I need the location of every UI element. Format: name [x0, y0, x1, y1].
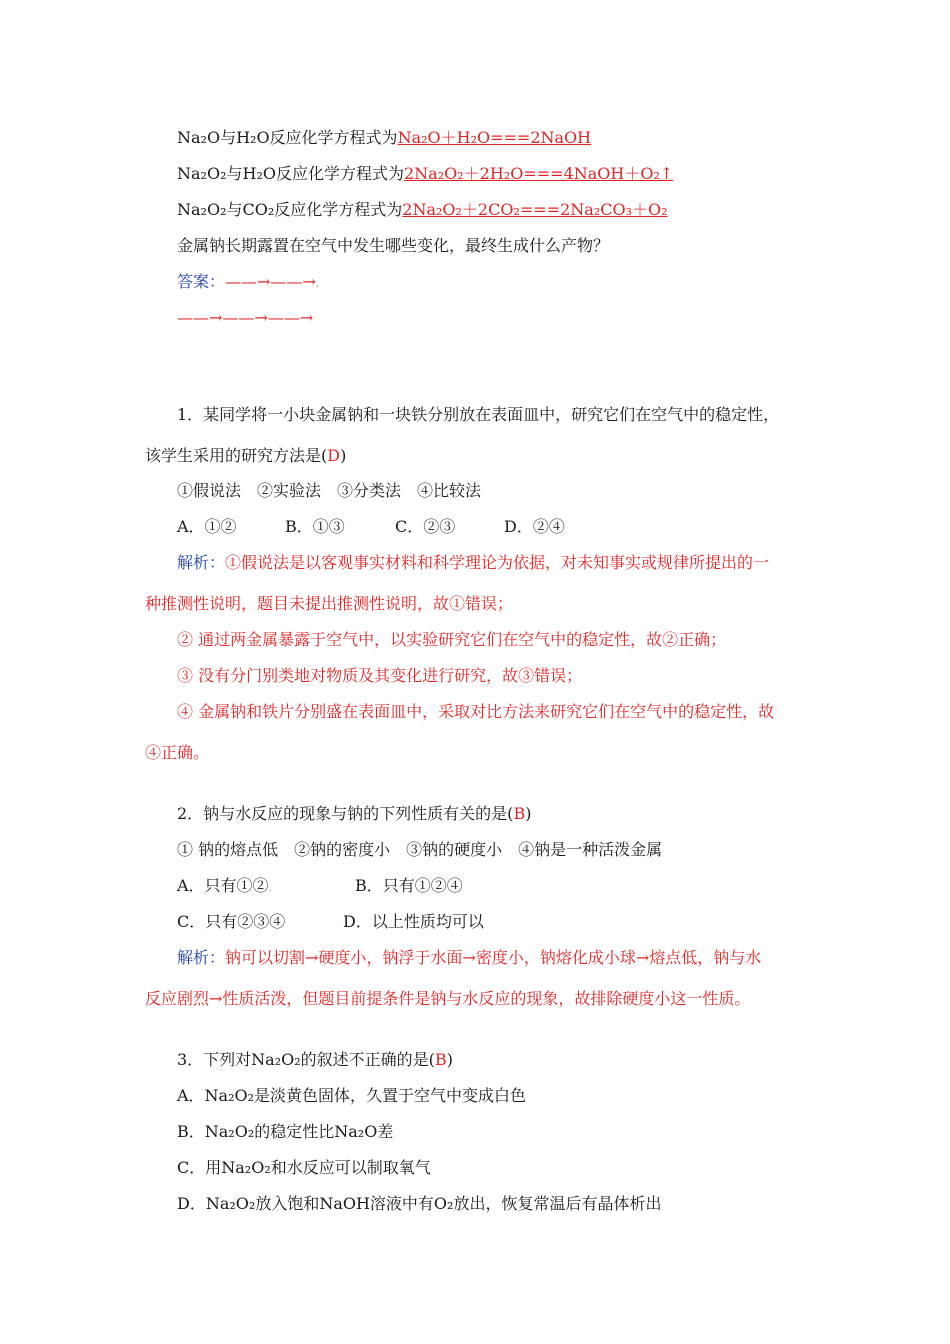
q1-stem-text: 该学生采用的研究方法是(: [145, 446, 328, 465]
q1-analysis-line-3: ② 通过两金属暴露于空气中，以实验研究它们在空气中的稳定性，故②正确；: [177, 630, 727, 649]
q3-answer: B: [434, 1050, 447, 1069]
q2-analysis-line-2: 反应剧烈→性质活泼，但题目前提条件是钠与水反应的现象，故排除硬度小这一性质。: [145, 989, 751, 1008]
q2-properties: ① 钠的熔点低 ②钠的密度小 ③钠的硬度小 ④钠是一种活泼金属: [177, 840, 663, 859]
reaction-line-2: [177, 164, 673, 184]
q1-option-d: D．②④: [504, 517, 565, 536]
reaction-equation: Na₂O＋H₂O===2NaOH: [397, 128, 592, 147]
q2-close-paren: ): [525, 804, 532, 823]
q3-option-c: C．用Na₂O₂和水反应可以制取氧气: [177, 1158, 431, 1177]
q1-answer: D: [327, 446, 341, 465]
q3-option-d: D．Na₂O₂放入饱和NaOH溶液中有O₂放出，恢复常温后有晶体析出: [177, 1194, 662, 1213]
q2-stem: [177, 804, 531, 824]
q2-option-c: C．只有②③④: [177, 912, 286, 931]
q1-analysis-line-1: [177, 553, 769, 573]
q2-stem-text: 2．钠与水反应的现象与钠的下列性质有关的是(: [177, 804, 514, 823]
q3-close-paren: ): [446, 1050, 453, 1069]
reaction-label: Na₂O₂与CO₂反应化学方程式为: [177, 200, 403, 219]
q2-options-row-2: [177, 912, 484, 932]
q2-option-b: B．只有①②④: [355, 876, 463, 895]
q3-option-a: A．Na₂O₂是淡黄色固体，久置于空气中变成白色: [177, 1086, 527, 1105]
q1-option-b: B．①③: [285, 517, 345, 536]
q2-option-a: A．只有①②: [177, 876, 269, 895]
q3-option-b: B．Na₂O₂的稳定性比Na₂O差: [177, 1122, 394, 1141]
q2-options-row-1: [177, 876, 463, 899]
answer-line-2: ——→——→——→: [177, 308, 314, 327]
reaction-label: Na₂O₂与H₂O反应化学方程式为: [177, 164, 404, 183]
dot-mark: .: [268, 883, 272, 894]
q1-analysis-line-4: ③ 没有分门别类地对物质及其变化进行研究，故③错误；: [177, 666, 583, 685]
reaction-equation: 2Na₂O₂＋2H₂O===4NaOH＋O₂↑: [403, 164, 674, 183]
question-text: 金属钠长期露置在空气中发生哪些变化，最终生成什么产物？: [177, 236, 610, 255]
q1-analysis-line-6: ④正确。: [145, 743, 210, 762]
analysis-text: ①假说法是以客观事实材料和科学理论为依据，对未知事实或规律所提出的一: [225, 553, 770, 572]
q2-option-d: D．以上性质均可以: [343, 912, 484, 931]
answer-arrows: ——→——→: [225, 272, 316, 291]
dot-mark: .: [315, 279, 320, 290]
reaction-equation: 2Na₂O₂＋2CO₂===2Na₂CO₃＋O₂: [402, 200, 668, 219]
q1-options: [177, 517, 565, 537]
answer-label: 答案：: [177, 272, 226, 291]
reaction-line-1: [177, 128, 591, 148]
q3-stem-text: 3．下列对Na₂O₂的叙述不正确的是(: [177, 1050, 435, 1069]
q1-option-a: A．①②: [177, 517, 237, 536]
q3-stem: [177, 1050, 453, 1070]
q1-stem-line-1: 1．某同学将一小块金属钠和一块铁分别放在表面皿中，研究它们在空气中的稳定性，: [177, 405, 780, 424]
q1-methods: ①假说法 ②实验法 ③分类法 ④比较法: [177, 481, 482, 500]
q1-analysis-line-5: ④ 金属钠和铁片分别盛在表面皿中，采取对比方法来研究它们在空气中的稳定性，故: [177, 702, 775, 721]
q2-analysis-line-1: [177, 948, 761, 968]
q1-close-paren: ): [340, 446, 347, 465]
q1-analysis-line-2: 种推测性说明，题目未提出推测性说明，故①错误；: [145, 594, 514, 613]
q1-option-c: C．②③: [395, 517, 456, 536]
reaction-line-3: [177, 200, 668, 220]
reaction-label: Na₂O与H₂O反应化学方程式为: [177, 128, 398, 147]
analysis-label: 解析：: [177, 553, 226, 572]
q2-answer: B: [513, 804, 526, 823]
analysis-label: 解析：: [177, 948, 226, 967]
q1-stem-line-2: [145, 446, 346, 466]
answer-line-1: [177, 272, 319, 295]
analysis-text: 钠可以切割→硬度小，钠浮于水面→密度小，钠熔化成小球→熔点低，钠与水: [225, 948, 762, 967]
